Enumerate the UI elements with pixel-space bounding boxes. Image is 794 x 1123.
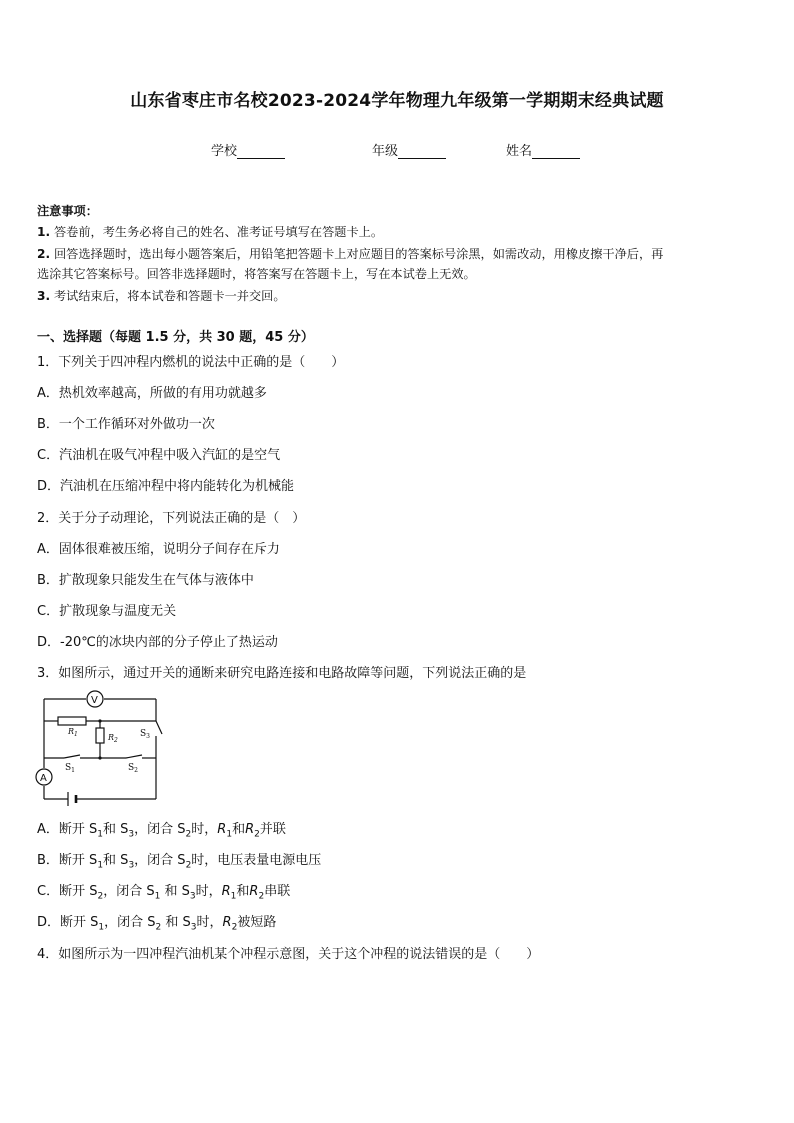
note-number: 2. <box>37 247 51 261</box>
note-number: 3. <box>37 289 51 303</box>
section-title: 一、选择题（每题 1.5 分，共 30 题，45 分） <box>37 330 314 345</box>
ammeter-label: A <box>40 773 47 784</box>
resistor-r2 <box>96 728 104 743</box>
option-a: A．固体很难被压缩，说明分子间存在斥力 <box>37 542 280 557</box>
note-item <box>37 264 757 284</box>
school-field <box>211 140 285 159</box>
note-item <box>37 244 757 264</box>
option-b: B．断开 $S_1$和 $S_3$，闭合 $S_2$时，电压表量电源电压 <box>37 853 322 871</box>
grade-field <box>372 140 446 159</box>
resistor-r1 <box>58 717 86 725</box>
option-c: C．汽油机在吸气冲程中吸入汽缸的是空气 <box>37 448 281 463</box>
junction-dot <box>98 756 101 759</box>
question-stem: 2．关于分子动理论，下列说法正确的是（ ） <box>37 511 306 526</box>
r2-label: $R_2$ <box>108 733 118 744</box>
notes-heading: 注意事项： <box>37 204 98 218</box>
junction-dot <box>98 719 101 722</box>
r1-label: $R_1$ <box>68 727 78 738</box>
note-item <box>37 286 757 306</box>
option-a: A．热机效率越高，所做的有用功就越多 <box>37 386 267 401</box>
note-number: 1. <box>37 225 51 239</box>
question-stem: 1．下列关于四冲程内燃机的说法中正确的是（ ） <box>37 355 345 370</box>
option-c: C．扩散现象与温度无关 <box>37 604 177 619</box>
note-item <box>37 222 757 242</box>
question-stem: 4．如图所示为一四冲程汽油机某个冲程示意图，关于这个冲程的说法错误的是（ ） <box>37 947 540 962</box>
option-d: D．-20℃的冰块内部的分子停止了热运动 <box>37 635 278 650</box>
option-a: A．断开 $S_1$和 $S_3$，闭合 $S_2$时，$R_1$和$R_2$并联 <box>37 822 286 840</box>
s2-label: $S_2$ <box>128 763 138 774</box>
note-text: 考试结束后，将本试卷和答题卡一并交回。 <box>54 289 286 303</box>
school-blank <box>237 145 285 159</box>
name-blank <box>532 145 580 159</box>
name-field <box>506 140 580 159</box>
grade-blank <box>398 145 446 159</box>
question-stem: 3．如图所示，通过开关的通断来研究电路连接和电路故障等问题，下列说法正确的是 <box>37 666 527 681</box>
option-b: B．一个工作循环对外做功一次 <box>37 417 215 432</box>
note-text: 答卷前，考生务必将自己的姓名、准考证号填写在答题卡上。 <box>54 225 384 239</box>
name-label: 姓名 <box>506 144 533 159</box>
option-c: C．断开 $S_2$，闭合 $S_1$ 和 $S_3$时，$R_1$和$R_2$串联 <box>37 884 291 902</box>
note-text: 回答选择题时，选出每小题答案后，用铅笔把答题卡上对应题目的答案标号涂黑，如需改动，用橡皮擦干净后，再 <box>54 247 664 261</box>
option-d: D．断开 $S_1$，闭合 $S_2$ 和 $S_3$时，$R_2$被短路 <box>37 915 277 933</box>
option-b: B．扩散现象只能发生在气体与液体中 <box>37 573 254 588</box>
option-d: D．汽油机在压缩冲程中将内能转化为机械能 <box>37 479 295 494</box>
s3-label: $S_3$ <box>140 729 150 740</box>
note-text: 选涂其它答案标号。回答非选择题时，将答案写在答题卡上，写在本试卷上无效。 <box>37 267 476 281</box>
voltmeter-label: V <box>91 695 98 706</box>
circuit-diagram <box>34 688 164 806</box>
grade-label: 年级 <box>372 144 399 159</box>
school-label: 学校 <box>211 144 238 159</box>
page-title: 山东省枣庄市名校2023-2024学年物理九年级第一学期期末经典试题 <box>130 91 664 111</box>
s1-label: $S_1$ <box>65 763 75 774</box>
